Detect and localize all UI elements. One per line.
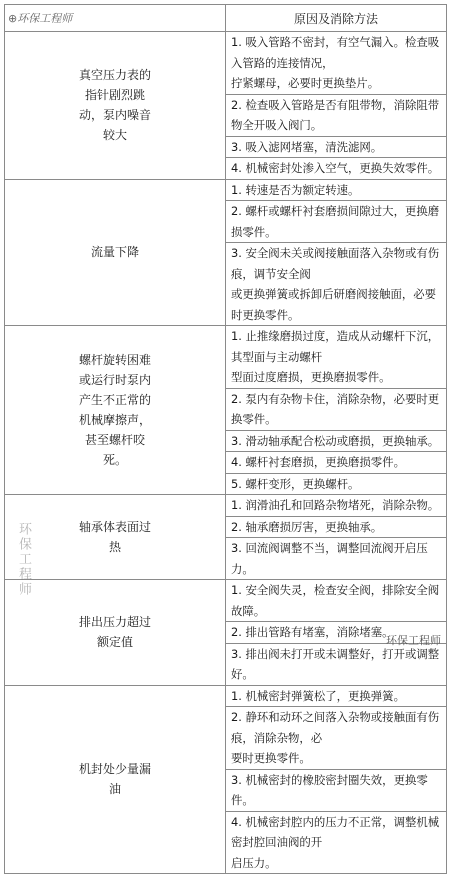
symptom-cell: 轴承体表面过 热 xyxy=(5,495,226,580)
cause-item: 3. 安全阀未关或阀接触面落入杂物或有伤痕，调节安全阀 或更换弹簧或拆卸后研磨阀接触面，必要时更换零件。 xyxy=(231,246,440,322)
cause-item: 3. 吸入滤网堵塞，清洗滤网。 xyxy=(226,137,446,159)
cause-cell xyxy=(226,326,447,495)
cause-cell xyxy=(226,179,447,326)
table-row xyxy=(5,32,447,180)
symptom-cell: 真空压力表的 指针剧烈跳 动，泵内噪音 较大 xyxy=(5,32,226,180)
table-row xyxy=(5,326,447,495)
cause-item: 2. 轴承磨损厉害，更换轴承。 xyxy=(226,517,446,539)
cause-item: 1. 润滑油孔和回路杂物堵死，消除杂物。 xyxy=(226,495,446,517)
cause-item: 1. 转速是否为额定转速。 xyxy=(226,180,446,202)
cause-item: 3. 机械密封的橡胶密封圈失效，更换零件。 xyxy=(226,770,446,812)
cause-cell xyxy=(226,685,447,874)
symptom-cell: 排出压力超过 额定值 xyxy=(5,580,226,686)
cause-item: 3. 排出阀未打开或未调整好，打开或调整好。 xyxy=(231,646,440,681)
cause-item: 2. 静环和动环之间落入杂物或接触面有伤痕，消除杂物，必 要时更换零件。 xyxy=(226,707,446,770)
table-row xyxy=(5,495,447,580)
cause-item: 5. 螺杆变形，更换螺杆。 xyxy=(231,476,360,491)
table-body xyxy=(5,32,447,874)
cause-item: 2. 检查吸入管路是否有阻带物，消除阻带物全开吸入阀门。 xyxy=(226,95,446,137)
cause-item: 4. 螺杆衬套磨损，更换磨损零件。 xyxy=(226,452,446,474)
side-watermark: 环保工程师 xyxy=(16,522,31,597)
footer-watermark: 环保工程师 xyxy=(386,634,441,647)
cause-item: 1. 吸入管路不密封，有空气漏入。检查吸入管路的连接情况， 拧紧螺母，必要时更换垫片。 xyxy=(226,32,446,95)
cause-cell xyxy=(226,495,447,580)
cause-item: 4. 机械密封腔内的压力不正常，调整机械密封腔回油阀的开 启压力。 xyxy=(231,814,440,870)
table-row xyxy=(5,179,447,326)
symptom-cell: 螺杆旋转困难 或运行时泵内 产生不正常的 机械摩擦声， 甚至螺杆咬 死。 xyxy=(5,326,226,495)
header-title: 原因及消除方法 xyxy=(226,5,447,32)
cause-item: 4. 机械密封处渗入空气，更换失效零件。 xyxy=(231,161,440,175)
cause-item: 2. 螺杆或螺杆衬套磨损间隙过大，更换磨损零件。 xyxy=(226,201,446,243)
cause-item: 3. 滑动轴承配合松动或磨损，更换轴承。 xyxy=(226,431,446,453)
table-header-row xyxy=(5,5,447,32)
cause-item: 3. 回流阀调整不当，调整回流阀开启压力。 xyxy=(231,541,428,576)
symptom-cell: 流量下降 xyxy=(5,179,226,326)
cause-cell xyxy=(226,32,447,180)
table-row xyxy=(5,685,447,874)
cause-item: 2. 泵内有杂物卡住，消除杂物，必要时更换零件。 xyxy=(226,389,446,431)
symptom-cell: 机封处少量漏 油 xyxy=(5,685,226,874)
cause-item: 2. 排出管路有堵塞，消除堵塞。 xyxy=(226,622,446,644)
cause-item: 1. 机械密封弹簧松了，更换弹簧。 xyxy=(226,686,446,708)
header-watermark: ⊕环保工程师 xyxy=(5,5,226,32)
table-row xyxy=(5,580,447,686)
cause-item: 1. 止推缘磨损过度，造成从动螺杆下沉，其型面与主动螺杆 型面过度磨损，更换磨损零件。 xyxy=(226,326,446,389)
troubleshooting-table xyxy=(4,4,447,874)
cause-item: 1. 安全阀失灵，检查安全阀，排除安全阀故障。 xyxy=(226,580,446,622)
